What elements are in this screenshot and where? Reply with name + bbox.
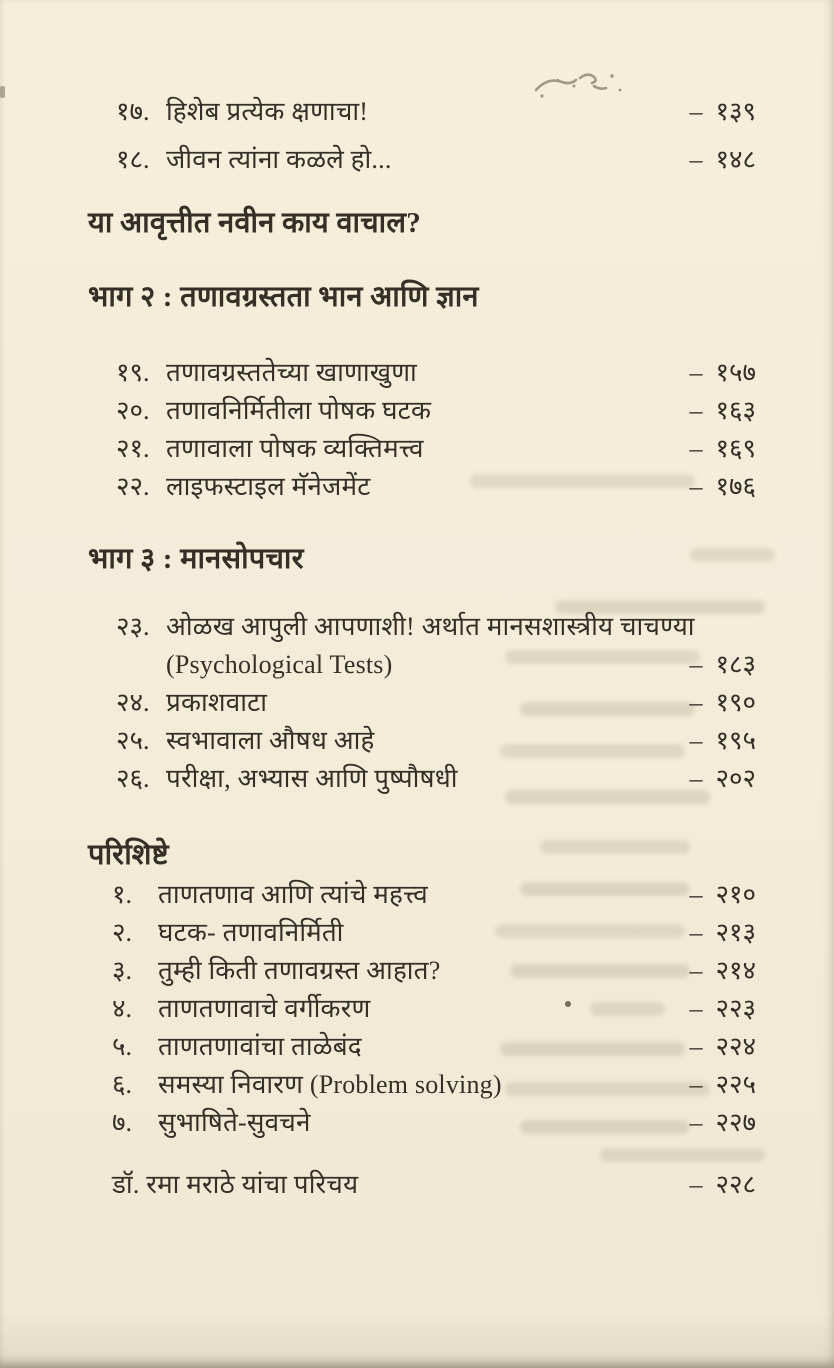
toc-item-number: ३. — [112, 956, 133, 985]
toc-page-ref — [689, 1066, 756, 1104]
toc-item-title: घटक- तणावनिर्मिती — [158, 918, 344, 947]
page-dash: – — [689, 1170, 703, 1199]
toc-item-number: १८. — [116, 145, 150, 174]
toc-page-number: १९० — [715, 688, 756, 717]
toc-row — [0, 92, 756, 132]
toc-item-number: २०. — [116, 396, 150, 425]
toc-page-ref — [689, 1166, 756, 1204]
toc-page-number: २१४ — [715, 956, 756, 985]
toc-page-number: २२८ — [715, 1170, 756, 1199]
toc-page-number: १४८ — [715, 145, 756, 174]
toc-page-ref — [689, 1104, 756, 1142]
toc-row — [0, 760, 756, 798]
page-dash: – — [689, 145, 703, 174]
toc-item-number: १७. — [116, 97, 150, 126]
toc-page-ref — [689, 876, 756, 914]
page-dash: – — [689, 994, 703, 1023]
toc-page-number: २१३ — [715, 918, 756, 947]
toc-item-title: ताणतणावाचे वर्गीकरण — [158, 994, 371, 1023]
toc-row — [0, 608, 756, 646]
toc-row — [0, 990, 756, 1028]
toc-item-number: १९. — [116, 358, 150, 387]
toc-item-number: २२. — [116, 472, 150, 501]
toc-page-ref — [689, 760, 756, 798]
toc-page-number: १८३ — [715, 650, 756, 679]
toc-page-ref — [689, 914, 756, 952]
toc-page-number: १५७ — [715, 358, 756, 387]
toc-item-number: ५. — [112, 1032, 133, 1061]
toc-row — [0, 914, 756, 952]
toc-item-title: हिशेब प्रत्येक क्षणाचा! — [166, 97, 369, 126]
toc-page-number: १६९ — [715, 434, 756, 463]
toc-row — [0, 1104, 756, 1142]
toc-page-number: २२७ — [715, 1108, 756, 1137]
toc-page-ref — [689, 354, 756, 392]
page-dash: – — [689, 956, 703, 985]
toc-page-number: २२४ — [715, 1032, 756, 1061]
toc-page-ref — [689, 140, 756, 180]
toc-row — [0, 684, 756, 722]
page-dash: – — [689, 97, 703, 126]
toc-item-title: जीवन त्यांना कळले हो... — [166, 145, 392, 174]
page-dash: – — [689, 472, 703, 501]
toc-row — [0, 468, 756, 506]
new-edition-heading: या आवृत्तीत नवीन काय वाचाल? — [88, 207, 421, 239]
toc-page-ref — [689, 92, 756, 132]
toc-page-number: २२३ — [715, 994, 756, 1023]
toc-item-title: तणावनिर्मितीला पोषक घटक — [166, 396, 432, 425]
toc-page-ref — [689, 1028, 756, 1066]
toc-page-number: १७६ — [715, 472, 756, 501]
toc-item-title: तणावग्रस्ततेच्या खाणाखुणा — [166, 358, 417, 387]
toc-page-number: १३९ — [715, 97, 756, 126]
toc-item-number: ७. — [112, 1108, 133, 1137]
toc-row — [0, 430, 756, 468]
toc-item-number: २. — [112, 918, 133, 947]
toc-row — [0, 1028, 756, 1066]
toc-item-title: ताणतणावांचा ताळेबंद — [158, 1032, 362, 1061]
toc-page-ref — [689, 468, 756, 506]
toc-item-number: २५. — [116, 726, 150, 755]
page-dash: – — [689, 650, 703, 679]
toc-page-ref — [689, 722, 756, 760]
toc-page-ref — [689, 952, 756, 990]
toc-page-ref — [689, 684, 756, 722]
toc-item-title: तुम्ही किती तणावग्रस्त आहात? — [158, 956, 441, 985]
toc-item-title: समस्या निवारण (Problem solving) — [158, 1070, 502, 1099]
toc-item-number: १. — [112, 880, 133, 909]
part2-heading: भाग २ : तणावग्रस्तता भान आणि ज्ञान — [88, 281, 479, 313]
toc-item-number: २३. — [116, 612, 150, 641]
toc-item-number: ६. — [112, 1070, 133, 1099]
toc-row-author-intro — [0, 1166, 756, 1204]
toc-item-subtitle: (Psychological Tests) — [166, 650, 393, 679]
toc-item-number: २४. — [116, 688, 150, 717]
toc-row — [0, 952, 756, 990]
toc-page-number: २१० — [715, 880, 756, 909]
page-dash: – — [689, 764, 703, 793]
page-dash: – — [689, 1108, 703, 1137]
toc-page-ref — [689, 392, 756, 430]
toc-row — [0, 1066, 756, 1104]
page-dash: – — [689, 1032, 703, 1061]
toc-row — [0, 392, 756, 430]
toc-row — [0, 354, 756, 392]
toc-page-ref — [689, 646, 756, 684]
toc-page-number: १९५ — [715, 726, 756, 755]
toc-page-ref — [689, 990, 756, 1028]
toc-page-number: २०२ — [715, 764, 756, 793]
toc-item-title: स्वभावाला औषध आहे — [166, 726, 375, 755]
page-dash: – — [689, 1070, 703, 1099]
toc-item-number: ४. — [112, 994, 133, 1023]
toc-row — [0, 876, 756, 914]
toc-row-subtitle — [0, 646, 756, 684]
toc-item-title: परीक्षा, अभ्यास आणि पुष्पौषधी — [166, 764, 458, 793]
page-dash: – — [689, 434, 703, 463]
toc-page-number: १६३ — [715, 396, 756, 425]
toc-item-title: तणावाला पोषक व्यक्तिमत्त्व — [166, 434, 424, 463]
toc-item-title: सुभाषिते-सुवचने — [158, 1108, 311, 1137]
appendix-heading: परिशिष्टे — [88, 839, 169, 871]
toc-row — [0, 722, 756, 760]
page-dash: – — [689, 358, 703, 387]
toc-page-ref — [689, 430, 756, 468]
author-intro-title: डॉ. रमा मराठे यांचा परिचय — [112, 1170, 359, 1199]
toc-row — [0, 140, 756, 180]
toc-item-title: लाइफस्टाइल मॅनेजमेंट — [166, 472, 371, 501]
page-dash: – — [689, 918, 703, 947]
page-dash: – — [689, 880, 703, 909]
toc-page-number: २२५ — [715, 1070, 756, 1099]
toc-item-title: ओळख आपुली आपणाशी! अर्थात मानसशास्त्रीय चाचण्या — [166, 612, 695, 641]
toc-item-number: २६. — [116, 764, 150, 793]
page-dash: – — [689, 726, 703, 755]
toc-item-title: ताणतणाव आणि त्यांचे महत्त्व — [158, 880, 428, 909]
page-dash: – — [689, 396, 703, 425]
toc-item-title: प्रकाशवाटा — [166, 688, 268, 717]
page-dash: – — [689, 688, 703, 717]
part3-heading: भाग ३ : मानसोपचार — [88, 543, 304, 575]
toc-item-number: २१. — [116, 434, 150, 463]
